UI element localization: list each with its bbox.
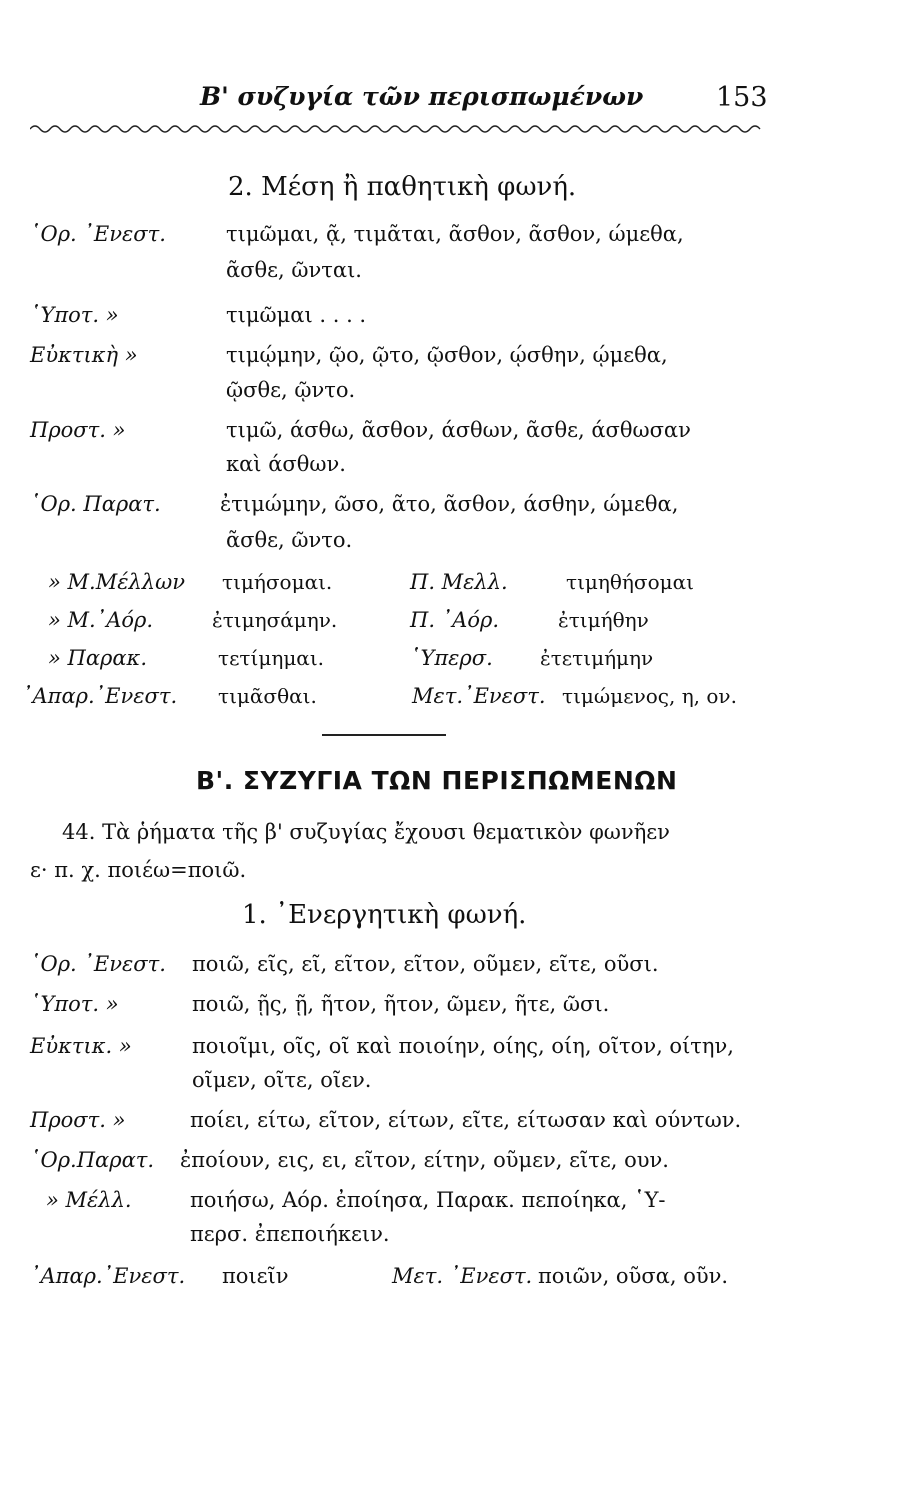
pair-label-left: » Μ.᾿Αόρ. xyxy=(48,608,154,632)
pair-label-left: » Μ.Μέλλων xyxy=(48,570,185,594)
section-heading: Β'. ΣΥΖΥΓΙΑ ΤΩΝ ΠΕΡΙΣΠΩΜΕΝΩΝ xyxy=(196,766,678,795)
active-row-text: ἐποίουν, εις, ει, εῖτον, είτην, οῦμεν, εῖτε, ουν. xyxy=(180,1148,669,1172)
active-row-label: ῾Ορ.Παρατ. xyxy=(30,1148,155,1172)
active-row-text: ποιῶ, ῇς, ῇ, ῆτον, ῆτον, ῶμεν, ῆτε, ῶσι. xyxy=(192,992,610,1016)
pair-text-left: ἐτιμησάμην. xyxy=(212,608,338,632)
active-row-text: ποιεῖν xyxy=(222,1264,289,1288)
active-row-extra-label: Μετ. ᾿Ενεστ. xyxy=(392,1264,533,1288)
passive-row-continuation: ῷσθε, ῷντο. xyxy=(226,378,356,402)
passive-row-label: ῾Ορ. ᾿Ενεστ. xyxy=(30,222,166,246)
pair-text-left: τιμᾶσθαι. xyxy=(218,684,317,708)
active-voice-title: 1. ᾿Ενεργητικὴ φωνή. xyxy=(242,900,527,930)
active-row-continuation: περσ. ἐπεποιήκειν. xyxy=(190,1222,390,1246)
passive-row-text: τιμῶμαι . . . . xyxy=(226,303,367,327)
running-header-title: Β' συζυγία τῶν περισπωμένων xyxy=(200,82,644,111)
active-row-text: ποίει, είτω, εῖτον, είτων, εῖτε, είτωσαν καὶ ούντων. xyxy=(190,1108,742,1132)
paragraph-line: 44. Τὰ ῥήματα τῆς β' συζυγίας ἔχουσι θεματικὸν φωνῆεν xyxy=(62,820,670,844)
passive-row-label: ῾Ορ. Παρατ. xyxy=(30,492,161,516)
passive-row-continuation: ᾶσθε, ῶντο. xyxy=(226,528,353,552)
active-row-extra-text: ποιῶν, οῦσα, οῦν. xyxy=(538,1264,729,1288)
section-divider xyxy=(322,734,446,736)
active-row-label: » Μέλλ. xyxy=(46,1188,132,1212)
active-row-continuation: οῖμεν, οῖτε, οῖεν. xyxy=(192,1068,372,1092)
passive-row-continuation: καὶ άσθων. xyxy=(226,452,346,476)
page-number: 153 xyxy=(716,82,768,113)
active-row-label: Προστ. » xyxy=(30,1108,126,1132)
active-row-text: ποιήσω, Αόρ. ἐποίησα, Παρακ. πεποίηκα, ῾Υ- xyxy=(190,1188,666,1212)
pair-label-right: Π. ᾿Αόρ. xyxy=(410,608,499,632)
passive-row-label: Προστ. » xyxy=(30,418,126,442)
pair-label-right: Μετ.᾿Ενεστ. xyxy=(412,684,546,708)
pair-text-right: ἐτετιμήμην xyxy=(540,646,654,670)
pair-label-left: ᾿Απαρ.᾿Ενεστ. xyxy=(22,684,178,708)
paragraph-line: ε· π. χ. ποιέω=ποιῶ. xyxy=(30,858,247,882)
passive-row-label: Εὐκτικὴ » xyxy=(30,343,138,367)
passive-row-text: ἐτιμώμην, ῶσο, ᾶτο, ᾶσθον, άσθην, ώμεθα, xyxy=(220,492,679,516)
active-row-label: ῾Υποτ. » xyxy=(30,992,119,1016)
wavy-rule xyxy=(30,122,765,136)
pair-label-left: » Παρακ. xyxy=(48,646,147,670)
passive-row-text: τιμῴμην, ῷο, ῷτο, ῷσθον, ῴσθην, ῴμεθα, xyxy=(226,343,668,367)
passive-row-label: ῾Υποτ. » xyxy=(30,303,119,327)
pair-text-left: τετίμημαι. xyxy=(218,646,325,670)
pair-text-right: τιμηθήσομαι xyxy=(566,570,694,594)
active-row-label: ῾Ορ. ᾿Ενεστ. xyxy=(30,952,166,976)
pair-label-right: ῾Υπερσ. xyxy=(410,646,493,670)
pair-text-right: τιμώμενος, η, ον. xyxy=(562,684,737,708)
pair-text-right: ἐτιμήθην xyxy=(558,608,649,632)
passive-row-text: τιμῶμαι, ᾷ, τιμᾶται, ᾶσθον, ᾶσθον, ώμεθα, xyxy=(226,222,684,246)
active-row-text: ποιοῖμι, οῖς, οῖ καὶ ποιοίην, οίης, οίη, οῖτον, οίτην, xyxy=(192,1034,734,1058)
active-row-text: ποιῶ, εῖς, εῖ, εῖτον, εῖτον, οῦμεν, εῖτε, οῦσι. xyxy=(192,952,659,976)
passive-row-continuation: ᾶσθε, ῶνται. xyxy=(226,258,362,282)
pair-text-left: τιμήσομαι. xyxy=(222,570,333,594)
active-row-label: ᾿Απαρ.᾿Ενεστ. xyxy=(30,1264,186,1288)
passive-row-text: τιμῶ, άσθω, ᾶσθον, άσθων, ᾶσθε, άσθωσαν xyxy=(226,418,691,442)
passive-voice-title: 2. Μέση ἢ παθητικὴ φωνή. xyxy=(228,172,577,202)
pair-label-right: Π. Μελλ. xyxy=(410,570,508,594)
active-row-label: Εὐκτικ. » xyxy=(30,1034,132,1058)
